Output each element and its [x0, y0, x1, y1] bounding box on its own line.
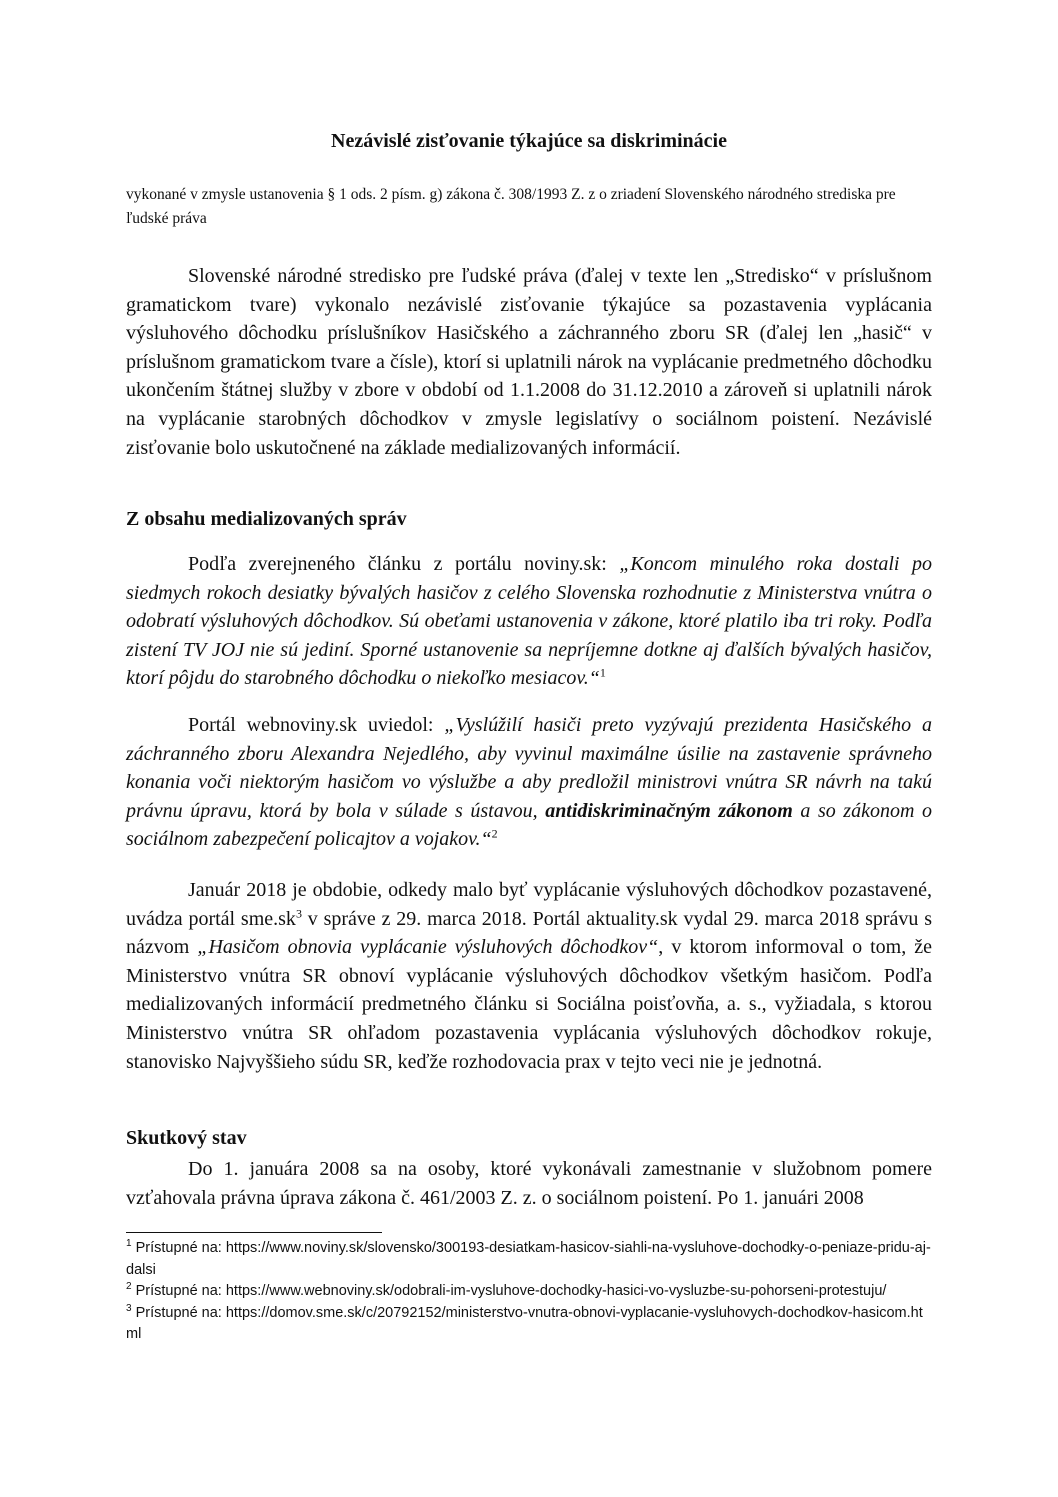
footnote-1 [126, 1238, 932, 1281]
paragraph-text: v správe z 29. marca 2018. Portál aktuality.sk vydal 29. marca 2018 správu s názvom [126, 907, 933, 959]
article-title: „Hasičom obnovia vyplácanie výsluhových dôchodkov“ [197, 936, 659, 959]
document-title: Nezávislé zisťovanie týkajúce sa diskriminácie [331, 130, 727, 152]
footnotes [126, 1238, 932, 1346]
quote-text: a so zákonom o sociálnom zabezpečení policajtov a vojakov.“ [126, 799, 932, 851]
footnote-number: 1 [126, 1238, 132, 1250]
footnote-ref: 1 [599, 665, 606, 680]
quote-bold-text: antidiskriminačným zákonom [545, 799, 793, 822]
paragraph-january [126, 876, 932, 1076]
footnote-separator [126, 1232, 382, 1233]
quote-text: „Koncom minulého roka dostali po siedmych rokoch desiatky bývalých hasičov z celého Slovenska rozhodnutie z Ministerstva vnútra o odobratí výsluhových dôchodkov. Sú obeťami ustanovenia v zákone, ktoré platilo iba tri roky. Podľa zistení TV JOJ nie sú jediní. Sporné ustanovenie sa nepríjemne dotkne aj ďalších bývalých hasičov, ktorí pôjdu do starobného dôchodku o niekoľko mesiacov.“ [126, 553, 932, 690]
paragraph-text: Portál webnoviny.sk uviedol: [188, 714, 445, 736]
footnote-ref: 2 [491, 826, 498, 841]
footnote-ref: 3 [295, 905, 302, 920]
intro-paragraph: Slovenské národné stredisko pre ľudské práva (ďalej v texte len „Stredisko“ v príslušnom gramatickom tvare) vykonalo nezávislé zisťovanie týkajúce sa pozastavenia vyplácania výsluhového dôchodku príslušníkov Hasičského a záchranného zboru SR (ďalej len „hasič“ v príslušnom gramatickom tvare a čísle), ktorí si uplatnili nárok na vyplácanie predmetného dôchodku ukončením štátnej služby v zbore v období od 1.1.2008 do 31.12.2010 a zároveň si uplatnili nárok na vyplácanie starobných dôchodkov v zmysle legislatívy o sociálnom poistení. Nezávislé zisťovanie bolo uskutočnené na základe medializovaných informácií. [126, 265, 932, 459]
quote-text: „Vyslúžilí hasiči preto vyzývajú prezidenta Hasičského a záchranného zboru Alexandra Nejedlého, aby vyvinul maximálne úsilie na zastavenie správneho konania voči niektorým hasičom vo výslužbe a aby predložil ministrovi vnútra SR návrh na takú právnu úpravu, ktorá by bola v súlade s ústavou, [126, 714, 932, 822]
paragraph-facts: Do 1. januára 2008 sa na osoby, ktoré vykonávali zamestnanie v služobnom pomere vzťahovala právna úprava zákona č. 461/2003 Z. z. o sociálnom poistení. Po 1. januári 2008 [126, 1158, 932, 1209]
section-heading-media: Z obsahu medializovaných správ [126, 508, 407, 530]
paragraph-text: Január 2018 je obdobie, odkedy malo byť vyplácanie výsluhových dôchodkov pozastavené, uvádza portál sme.sk [126, 879, 932, 930]
footnote-text: Prístupné na: https://domov.sme.sk/c/20792152/ministerstvo-vnutra-obnovi-vyplacanie-vysluhovych-dochodkov-hasicom.html [126, 1304, 923, 1342]
paragraph-noviny [126, 550, 932, 693]
paragraph-text: Podľa zverejneného článku z portálu noviny.sk: [188, 553, 620, 575]
footnote-number: 2 [126, 1281, 132, 1293]
footnote-number: 3 [126, 1302, 132, 1314]
footnote-2 [126, 1281, 932, 1303]
paragraph-webnoviny [126, 711, 932, 854]
document-subtitle: vykonané v zmysle ustanovenia § 1 ods. 2 písm. g) zákona č. 308/1993 Z. z o zriadení Slovenského národného strediska pre ľudské práva [126, 186, 896, 227]
footnote-text: Prístupné na: https://www.webnoviny.sk/odobrali-im-vysluhove-dochodky-hasici-vo-vysluzbe-su-pohorseni-protestuju/ [131, 1283, 887, 1299]
footnote-text: Prístupné na: https://www.noviny.sk/slovensko/300193-desiatkam-hasicov-siahli-na-vysluhove-dochodky-o-peniaze-pridu-aj-dalsi [126, 1240, 931, 1278]
footnote-3 [126, 1303, 932, 1346]
section-heading-facts: Skutkový stav [126, 1127, 247, 1149]
paragraph-text: , v ktorom informoval o tom, že Ministerstvo vnútra SR obnoví vyplácanie výsluhových dôchodkov všetkým hasičom. Podľa medializovaných informácií predmetného článku si Sociálna poisťovňa, a. s., vyžiadala, s ktorou Ministerstvo vnútra SR ohľadom pozastavenia vyplácania výsluhových dôchodkov rokuje, stanovisko Najvyššieho súdu SR, keďže rozhodovacia prax v tejto veci nie je jednotná. [126, 936, 933, 1073]
